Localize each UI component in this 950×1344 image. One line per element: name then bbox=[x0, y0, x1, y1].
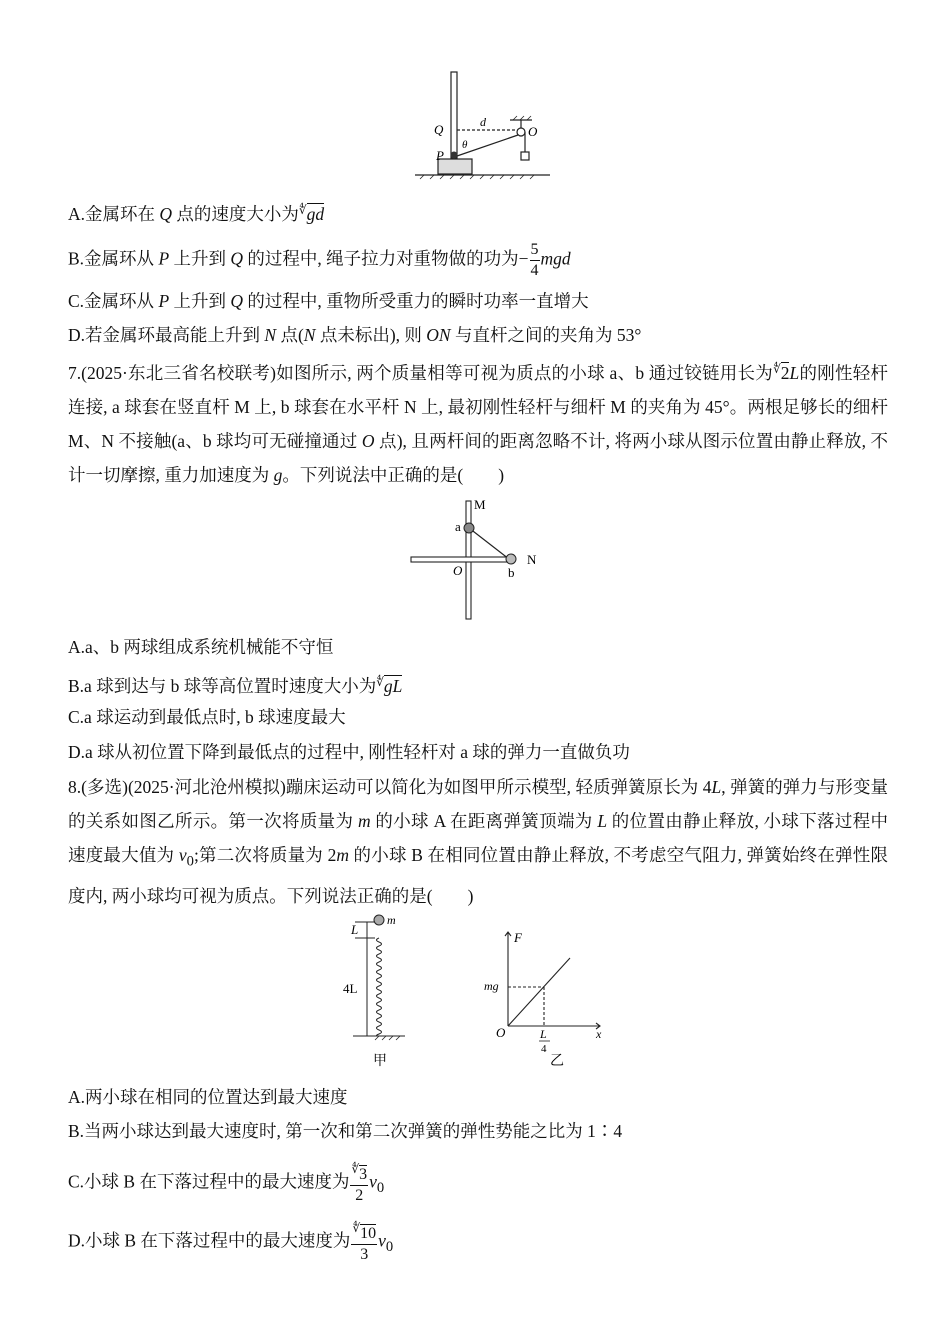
label-theta: θ bbox=[462, 139, 468, 151]
q7-option-c: C.a 球运动到最低点时, b 球速度最大 bbox=[68, 707, 346, 727]
q8-option-b: B.当两小球达到最大速度时, 第一次和第二次弹簧的弹性势能之比为 1∶4 bbox=[68, 1121, 623, 1141]
q8-option-d: D.小球 B 在下落过程中的最大速度为 $\frac{^∜10}{3}$ $v_0$ bbox=[68, 1221, 394, 1263]
q8-option-a: A.两小球在相同的位置达到最大速度 bbox=[68, 1087, 348, 1107]
label-M: M bbox=[474, 497, 486, 512]
label-4: 4 bbox=[541, 1043, 547, 1055]
label-N: N bbox=[527, 552, 537, 567]
q7-stem: 7.(2025·东北三省名校联考)如图所示, 两个质量相等可视为质点的小球 a、b 通过铰链用长为∜2L的刚性轻杆连接, a 球套在竖直杆 M 上, b 球套在水平杆 N 上, 最初刚性轻杆与细杆 M 的夹角为 45°。两根足够长的细杆 M、N 不接触(a、b 球均可无碰撞通过 O 点), 且两杆间的距离忽略不计, 将两小球从图示位置由静止释放, 不计一切摩擦, 重力加速度为 g。下列说法中正确的是( ) bbox=[68, 362, 889, 485]
q6-option-c: C.金属环从 P 上升到 Q 的过程中, 重物所受重力的瞬时功率一直增大 bbox=[68, 291, 589, 311]
label-O: O bbox=[528, 124, 538, 139]
q6-option-b: B.金属环从 P 上升到 Q 的过程中, 绳子拉力对重物做的功为− $\frac{5}{4}$ mgd bbox=[68, 241, 571, 279]
label-O: O bbox=[453, 563, 463, 578]
label-Q: Q bbox=[434, 122, 444, 137]
label-L: L bbox=[351, 922, 359, 937]
label-O: O bbox=[496, 1025, 506, 1040]
label-x: x bbox=[596, 1027, 602, 1041]
figure-crossed-rods bbox=[405, 495, 555, 623]
label-L: L bbox=[540, 1027, 547, 1041]
label-d: d bbox=[480, 115, 486, 129]
q7-option-d: D.a 球从初位置下降到最低点的过程中, 刚性轻杆对 a 球的弹力一直做负功 bbox=[68, 742, 630, 762]
label-m: m bbox=[387, 913, 396, 927]
label-mg: mg bbox=[484, 979, 499, 993]
figure-spring-jia bbox=[335, 908, 435, 1073]
caption-jia: 甲 bbox=[373, 1054, 387, 1069]
label-P: P bbox=[436, 148, 444, 163]
q8-stem: 8.(多选)(2025·河北沧州模拟)蹦床运动可以简化为如图甲所示模型, 轻质弹簧原长为 4L, 弹簧的弹力与形变量的关系如图乙所示。第一次将质量为 m 的小球 A 在距离弹簧顶端为 L 的位置由静止释放, 小球下落过程中速度最大值为 $v_0$;第二次将质量为 2m 的小球 B 在相同位置由静止释放, 不考虑空气阻力, 弹簧始终在弹性限度内, 两小球均可视为质点。下列说法正确的是( ) bbox=[68, 777, 889, 906]
label-4L: 4L bbox=[343, 981, 358, 996]
caption-yi: 乙 bbox=[550, 1054, 564, 1069]
figure-graph-yi bbox=[480, 922, 615, 1072]
label-a: a bbox=[455, 519, 461, 534]
q7-option-b: B.a 球到达与 b 球等高位置时速度大小为∜gL bbox=[68, 675, 403, 696]
q7-option-a: A.a、b 两球组成系统机械能不守恒 bbox=[68, 637, 334, 657]
q8-option-c: C.小球 B 在下落过程中的最大速度为 $\frac{^∜3}{2}$ $v_0$ bbox=[68, 1162, 385, 1204]
label-b: b bbox=[508, 565, 515, 580]
label-F: F bbox=[514, 930, 522, 945]
figure-ring-pulley bbox=[410, 68, 560, 186]
q6-option-d: D.若金属环最高能上升到 N 点(N 点未标出), 则 ON 与直杆之间的夹角为 53° bbox=[68, 325, 642, 345]
q6-option-a: A.金属环在 Q 点的速度大小为∜gd bbox=[68, 203, 325, 224]
